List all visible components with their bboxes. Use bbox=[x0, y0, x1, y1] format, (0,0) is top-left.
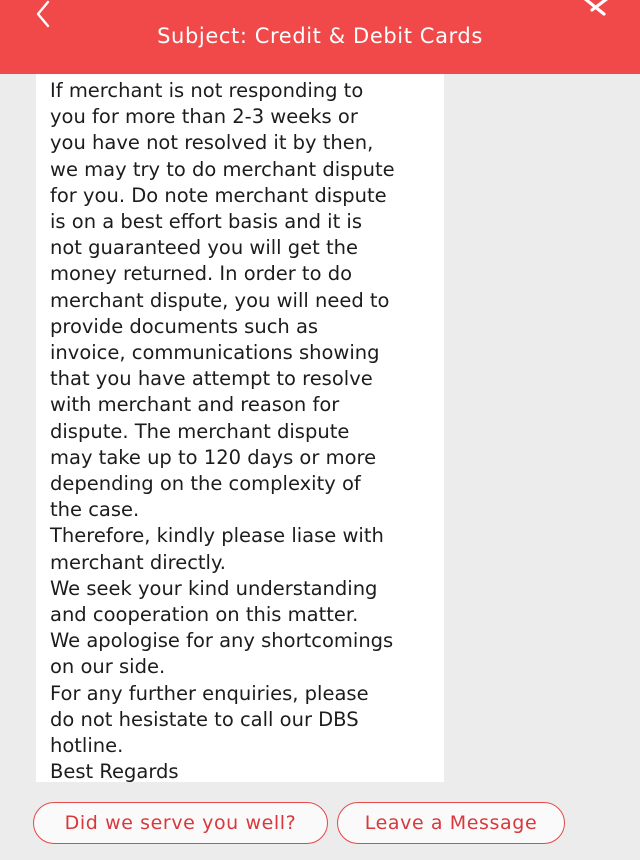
message-line: is on a best effort basis and it is bbox=[50, 210, 362, 234]
message-line: that you have attempt to resolve bbox=[50, 367, 373, 391]
leave-message-button[interactable]: Leave a Message bbox=[337, 802, 565, 844]
message-line: for you. Do note merchant dispute bbox=[50, 183, 387, 207]
message-line: money returned. In order to do bbox=[50, 262, 353, 286]
message-line: If merchant is not responding to bbox=[50, 79, 364, 102]
message-line: invoice, communications showing bbox=[50, 341, 380, 365]
message-line: We seek your kind understanding bbox=[50, 576, 378, 600]
app-header bbox=[0, 0, 640, 74]
message-line: provide documents such as bbox=[50, 314, 319, 338]
message-line: and cooperation on this matter. bbox=[50, 603, 359, 627]
message-line: For any further enquiries, please bbox=[50, 681, 369, 705]
message-line: hotline. bbox=[50, 734, 124, 758]
message-line: do not hesistate to call our DBS bbox=[50, 707, 359, 731]
message-line: the case. bbox=[50, 498, 140, 522]
close-icon[interactable] bbox=[578, 0, 614, 20]
message-line: Best Regards bbox=[50, 760, 179, 782]
message-line: we may try to do merchant dispute bbox=[50, 157, 395, 181]
page-title: Subject: Credit & Debit Cards bbox=[157, 24, 483, 48]
message-line: may take up to 120 days or more bbox=[50, 445, 377, 469]
message-line: We apologise for any shortcomings bbox=[50, 629, 394, 653]
message-line: you have not resolved it by then, bbox=[50, 131, 374, 155]
message-line: you for more than 2-3 weeks or bbox=[50, 105, 358, 129]
message-text bbox=[50, 78, 436, 782]
message-line: merchant dispute, you will need to bbox=[50, 288, 390, 312]
message-line: depending on the complexity of bbox=[50, 472, 361, 496]
message-line: on our side. bbox=[50, 655, 166, 679]
message-line: merchant directly. bbox=[50, 550, 226, 574]
message-line: not guaranteed you will get the bbox=[50, 236, 359, 260]
message-line: Therefore, kindly please liase with bbox=[50, 524, 384, 548]
feedback-button[interactable]: Did we serve you well? bbox=[33, 802, 328, 844]
message-line: dispute. The merchant dispute bbox=[50, 419, 350, 443]
message-bubble bbox=[36, 74, 444, 782]
message-line: with merchant and reason for bbox=[50, 393, 340, 417]
